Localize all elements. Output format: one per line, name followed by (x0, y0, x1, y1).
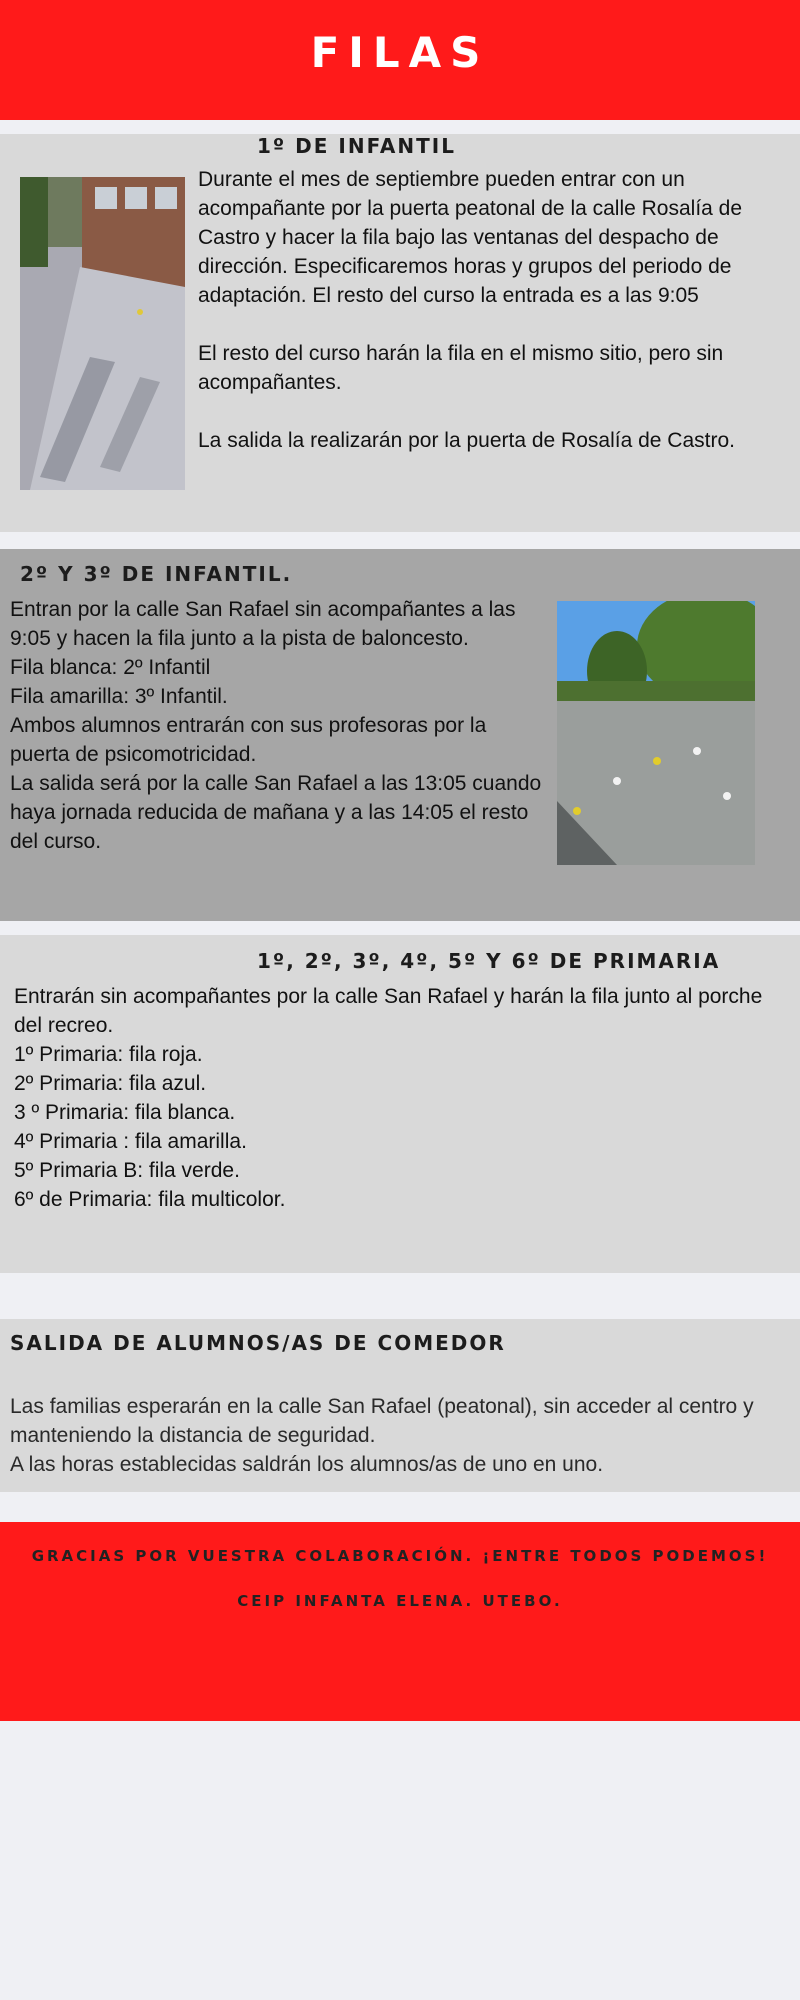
paragraph: La salida la realizarán por la puerta de Rosalía de Castro. (198, 429, 735, 452)
header-banner (0, 0, 800, 120)
thanks-text: GRACIAS POR VUESTRA COLABORACIÓN. ¡ENTRE TODOS PODEMOS! (31, 1547, 769, 1565)
text-line: A las horas establecidas saldrán los alumnos/as de uno en uno. (10, 1453, 604, 1476)
paragraph: Durante el mes de septiembre pueden entrar con un acompañante por la puerta peatonal de la calle Rosalía de Castro y hacer la fila bajo las ventanas del despacho de dirección. Especificaremos horas y grupos del periodo de adaptación. El resto del curso la entrada es a las 9:05 (198, 168, 743, 307)
text-line: Entrarán sin acompañantes por la calle San Rafael y harán la fila junto al porche del recreo. (14, 985, 763, 1037)
photo-entrance-path (20, 177, 185, 490)
section-infantil-1 (0, 134, 800, 532)
infantil23-text (10, 595, 550, 856)
text-line: 6º de Primaria: fila multicolor. (14, 1188, 286, 1211)
section-infantil-2-3 (0, 549, 800, 921)
section-title: 1º, 2º, 3º, 4º, 5º Y 6º DE PRIMARIA (257, 949, 721, 973)
school-name: CEIP INFANTA ELENA. UTEBO. (237, 1592, 563, 1610)
text-line: 1º Primaria: fila roja. (14, 1043, 203, 1066)
text-line: La salida será por la calle San Rafael a las 13:05 cuando haya jornada reducida de mañana y a las 14:05 el resto del curso. (10, 772, 542, 853)
photo-basketball-court (557, 601, 755, 865)
section-title: 2º Y 3º DE INFANTIL. (20, 562, 293, 586)
text-line: Entran por la calle San Rafael sin acompañantes a las 9:05 y hacen la fila junto a la pista de baloncesto. (10, 598, 516, 650)
text-line: 5º Primaria B: fila verde. (14, 1159, 240, 1182)
section-primaria (0, 935, 800, 1273)
infantil1-text (198, 165, 793, 455)
paragraph: El resto del curso harán la fila en el mismo sitio, pero sin acompañantes. (198, 342, 724, 394)
footer-banner (0, 1522, 800, 1721)
comedor-text (10, 1392, 780, 1479)
text-line: Fila blanca: 2º Infantil (10, 656, 211, 679)
text-line: 4º Primaria : fila amarilla. (14, 1130, 247, 1153)
page-title: FILAS (310, 28, 490, 77)
section-title: 1º DE INFANTIL (257, 134, 456, 158)
section-title: SALIDA DE ALUMNOS/AS DE COMEDOR (10, 1331, 506, 1355)
primaria-text (14, 982, 794, 1214)
text-line: 2º Primaria: fila azul. (14, 1072, 207, 1095)
text-line: Las familias esperarán en la calle San Rafael (peatonal), sin acceder al centro y manteniendo la distancia de seguridad. (10, 1395, 754, 1447)
text-line: Fila amarilla: 3º Infantil. (10, 685, 228, 708)
text-line: 3 º Primaria: fila blanca. (14, 1101, 236, 1124)
section-comedor (0, 1319, 800, 1492)
text-line: Ambos alumnos entrarán con sus profesoras por la puerta de psicomotricidad. (10, 714, 487, 766)
